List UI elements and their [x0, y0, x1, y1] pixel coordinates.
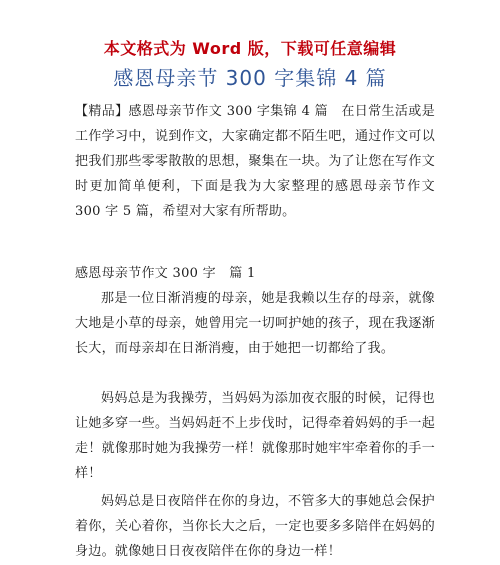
body-paragraph-1: 那是一位日渐消瘦的母亲，她是我赖以生存的母亲，就像大地是小草的母亲，她曾用完一切呵护她的孩子，现在我逐渐长大，而母亲却在日渐消瘦，由于她把一切都给了我。: [75, 291, 435, 356]
body-paragraph-3: 妈妈总是日夜陪伴在你的身边，不管多大的事她总会保护着你，关心着你，当你长大之后，一定也要多多陪伴在妈妈的身边。就像她日日夜夜陪伴在你的身边一样！: [75, 494, 435, 559]
document-title: 感恩母亲节 300 字集锦 4 篇: [113, 66, 387, 90]
section-heading: 感恩母亲节作文 300 字 篇 1: [75, 266, 256, 281]
body-paragraph-2: 妈妈总是为我操劳，当妈妈为添加夜衣服的时候，记得也让她多穿一些。当妈妈赶不上步伐时，记得牵着妈妈的手一起走！就像那时她为我操劳一样！就像那时她牢牢牵着你的手一样！: [75, 391, 435, 481]
intro-paragraph: 【精品】感恩母亲节作文 300 字集锦 4 篇 在日常生活或是工作学习中，说到作文，大家确定都不陌生吧，通过作文可以把我们那些零零散散的思想，聚集在一块。为了让您在写作文时更加简单便利，下面是我为大家整理的感恩母亲节作文 300 字 5 篇，希望对大家有所帮助。: [75, 104, 435, 219]
format-banner: 本文格式为 Word 版，下载可任意编辑: [103, 39, 397, 58]
